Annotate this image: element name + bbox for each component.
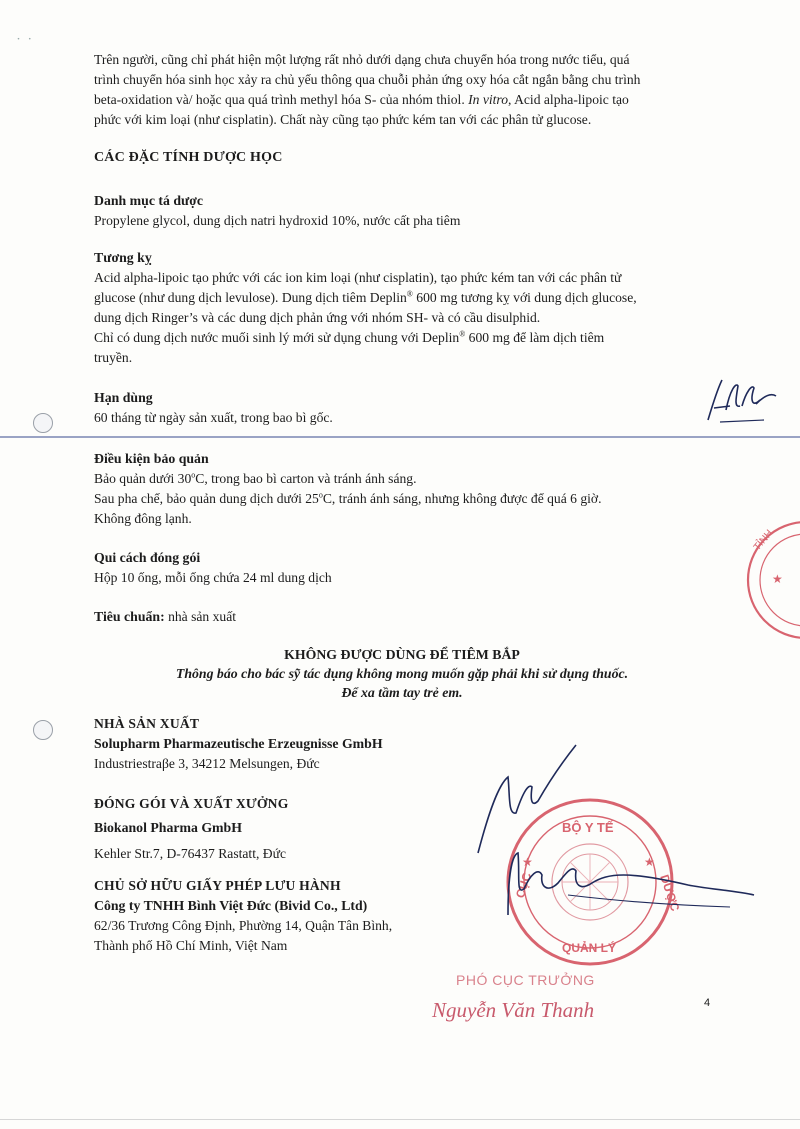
star-icon: ★	[772, 572, 783, 586]
manufacturer-title: NHÀ SẢN XUẤT	[94, 716, 200, 731]
stamp-top-text: BỘ Y TẾ	[562, 820, 614, 835]
intro-line: trình chuyển hóa sinh học xảy ra chủ yếu thông qua chuỗi phản ứng oxy hóa cắt ngắn bằng chu trình	[94, 72, 641, 87]
holder-address: Thành phố Hồ Chí Minh, Việt Nam	[94, 938, 288, 953]
intro-text: beta-oxidation và/ hoặc qua quá trình methyl hóa S- của nhóm thiol.	[94, 92, 465, 107]
standard-label: Tiêu chuẩn:	[94, 609, 165, 624]
excipients-title: Danh mục tá dược	[94, 193, 204, 208]
star-icon: ★	[522, 855, 533, 869]
manufacturer-address: Industriestraβe 3, 34212 Melsungen, Đức	[94, 756, 320, 771]
registered-mark: ®	[406, 289, 413, 299]
star-icon: ★	[644, 855, 655, 869]
packing-text: Hộp 10 ống, mỗi ống chứa 24 ml dung dịch	[94, 570, 332, 585]
incompat-title: Tương kỵ	[94, 250, 152, 265]
warning-title: KHÔNG ĐƯỢC DÙNG ĐỂ TIÊM BẮP	[284, 647, 520, 662]
standard-section	[94, 607, 710, 627]
degree-mark: o	[318, 490, 323, 500]
shelf-title: Hạn dùng	[94, 390, 153, 405]
incompat-text: Chỉ có dung dịch nước muối sinh lý mới sử dụng chung với Deplin	[94, 330, 460, 345]
excipients-text: Propylene glycol, dung dịch natri hydroxid 10%, nước cất pha tiêm	[94, 213, 461, 228]
incompat-line: truyền.	[94, 350, 133, 365]
corner-mark: ・ ・	[14, 34, 35, 44]
initials-signature	[700, 370, 780, 430]
deputy-signature-name: Nguyễn Văn Thanh	[432, 998, 595, 1022]
holder-name: Công ty TNHH Bình Việt Đức (Bivid Co., Ltd)	[94, 898, 368, 913]
registered-mark: ®	[459, 329, 466, 339]
warning-line: Để xa tầm tay trẻ em.	[341, 685, 463, 700]
storage-text: C, tránh ánh sáng, nhưng không được để quá 6 giờ.	[322, 491, 602, 506]
storage-line	[94, 469, 710, 489]
incompat-line: Acid alpha-lipoic tạo phức với các ion kim loại (như cisplatin), tạo phức kém tan với các phân tử	[94, 270, 622, 285]
standard-text: nhà sản xuất	[164, 609, 237, 624]
packager-title: ĐÓNG GÓI VÀ XUẤT XƯỞNG	[94, 796, 289, 811]
storage-text: C, trong bao bì carton và tránh ánh sáng.	[195, 471, 417, 486]
intro-paragraph	[94, 50, 710, 130]
handwritten-signature	[468, 735, 758, 925]
shelf-text: 60 tháng từ ngày sản xuất, trong bao bì gốc.	[94, 410, 333, 425]
incompat-text: 600 mg tương kỵ với dung dịch glucose,	[412, 290, 637, 305]
packing-title: Qui cách đóng gói	[94, 550, 201, 565]
intro-italic: In vitro	[468, 92, 509, 107]
storage-line	[94, 489, 710, 509]
section-heading: CÁC ĐẶC TÍNH DƯỢC HỌC	[94, 150, 283, 165]
packing-section	[94, 548, 710, 588]
incompat-line: dung dịch Ringer’s và các dung dịch phản ứng với nhóm SH- và có cầu disulphid.	[94, 310, 541, 325]
incompat-text: glucose (như dung dịch levulose). Dung dịch tiêm Deplin	[94, 290, 407, 305]
stamp-left-text: CỤC	[512, 870, 535, 900]
warning-line: Thông báo cho bác sỹ tác dụng không mong muốn gặp phải khi sử dụng thuốc.	[175, 666, 629, 681]
storage-section	[94, 449, 710, 529]
packager-name: Biokanol Pharma GmbH	[94, 820, 242, 835]
warning-block	[94, 645, 710, 702]
bottom-edge-line	[0, 1119, 800, 1120]
deputy-title: PHÓ CỤC TRƯỞNG	[456, 972, 595, 988]
incompat-section	[94, 248, 710, 368]
shelf-section	[94, 388, 710, 428]
excipients-section	[94, 191, 710, 231]
storage-text: Sau pha chế, bảo quản dung dịch dưới 25	[94, 491, 319, 506]
storage-text: Bảo quản dưới 30	[94, 471, 192, 486]
storage-title: Điều kiện bảo quản	[94, 451, 209, 466]
intro-text: , Acid alpha-lipoic tạo	[508, 92, 629, 107]
degree-mark: o	[191, 470, 196, 480]
holder-address: 62/36 Trương Công Định, Phường 14, Quận Tân Bình,	[94, 918, 393, 933]
fold-line	[0, 436, 800, 438]
punch-hole-top	[33, 413, 53, 433]
stamp-bottom-text: QUẢN LÝ	[562, 941, 616, 955]
manufacturer-name: Solupharm Pharmazeutische Erzeugnisse GmbH	[94, 736, 383, 751]
edge-stamp	[728, 515, 800, 645]
punch-hole-bottom	[33, 720, 53, 740]
stamp-right-text: DƯỢC	[657, 872, 683, 913]
intro-line: Trên người, cũng chỉ phát hiện một lượng rất nhỏ dưới dạng chưa chuyển hóa trong nước tiểu, quá	[94, 52, 630, 67]
incompat-line	[94, 328, 710, 348]
packager-address: Kehler Str.7, D-76437 Rastatt, Đức	[94, 846, 286, 861]
holder-title: CHỦ SỞ HỮU GIẤY PHÉP LƯU HÀNH	[94, 878, 341, 893]
edge-stamp-text: TỈNH	[751, 527, 776, 553]
intro-line	[94, 90, 710, 110]
storage-line: Không đông lạnh.	[94, 511, 192, 526]
incompat-line	[94, 288, 710, 308]
incompat-text: 600 mg để làm dịch tiêm	[465, 330, 605, 345]
page-number: 4	[704, 997, 711, 1009]
intro-line: phức với kim loại (như cisplatin). Chất này cũng tạo phức kém tan với các phân tử glucose.	[94, 112, 592, 127]
